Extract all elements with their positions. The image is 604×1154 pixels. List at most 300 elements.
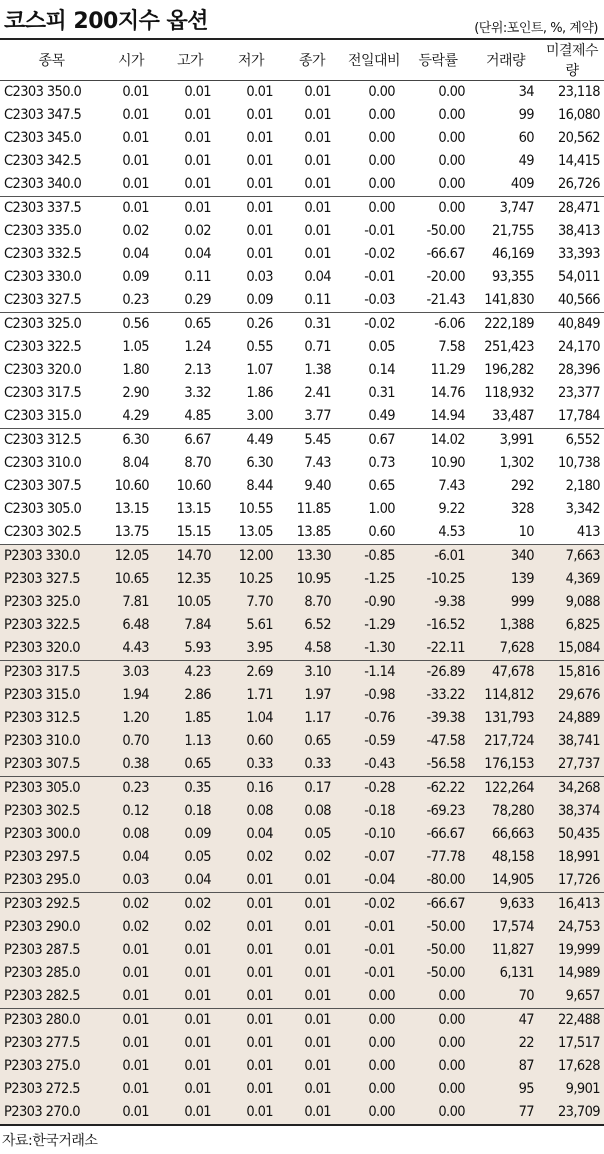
value-cell: 9,901: [540, 1078, 604, 1101]
value-cell: 0.00: [438, 130, 465, 146]
value-cell: 0.00: [405, 1032, 471, 1055]
option-code-cell: P2303 297.5: [0, 846, 103, 869]
value-cell: 1.85: [159, 707, 221, 730]
value-cell: 0.08: [281, 800, 343, 823]
value-cell: 2.41: [304, 385, 331, 401]
value-cell: 14.94: [430, 408, 465, 424]
value-cell: 0.01: [103, 1078, 159, 1101]
value-cell: 0.02: [122, 223, 149, 239]
value-cell: 2.69: [221, 661, 281, 685]
table-row: [0, 823, 604, 846]
value-cell: -0.01: [343, 962, 405, 985]
option-code-cell: P2303 325.0: [0, 591, 103, 614]
value-cell: 4.53: [438, 524, 465, 540]
value-cell: 0.01: [159, 1032, 221, 1055]
value-cell: 0.31: [281, 313, 343, 337]
value-cell: 0.01: [246, 107, 273, 123]
value-cell: 0.09: [122, 269, 149, 285]
value-cell: 0.01: [159, 962, 221, 985]
value-cell: 99: [518, 107, 534, 123]
value-cell: 28,471: [540, 197, 604, 221]
value-cell: -21.43: [426, 292, 465, 308]
value-cell: 0.23: [122, 292, 149, 308]
value-cell: 38,413: [557, 223, 600, 239]
option-code-cell: C2303 325.0: [0, 313, 103, 337]
value-cell: 0.49: [368, 408, 395, 424]
value-cell: 0.00: [438, 107, 465, 123]
value-cell: 16,413: [540, 893, 604, 917]
value-cell: 176,153: [471, 753, 540, 777]
value-cell: -6.06: [405, 313, 471, 337]
value-cell: 40,566: [557, 292, 600, 308]
value-cell: 6.30: [246, 455, 273, 471]
value-cell: 0.12: [103, 800, 159, 823]
value-cell: 6,131: [471, 962, 540, 985]
value-cell: -0.76: [343, 707, 405, 730]
value-cell: 7.81: [103, 591, 159, 614]
value-cell: 0.01: [103, 985, 159, 1009]
value-cell: 0.01: [184, 107, 211, 123]
column-header: 등락률: [405, 39, 471, 81]
value-cell: 0.00: [368, 107, 395, 123]
value-cell: 0.03: [246, 269, 273, 285]
value-cell: 222,189: [471, 313, 540, 337]
value-cell: 1.17: [281, 707, 343, 730]
value-cell: 0.01: [122, 176, 149, 192]
value-cell: 0.01: [159, 1055, 221, 1078]
value-cell: 60: [518, 130, 534, 146]
column-header: 종목: [0, 39, 103, 81]
value-cell: 0.00: [368, 176, 395, 192]
value-cell: 0.01: [159, 1009, 221, 1033]
option-code-cell: P2303 282.5: [0, 985, 103, 1009]
value-cell: -50.00: [405, 916, 471, 939]
value-cell: -0.85: [343, 545, 405, 569]
option-code-cell: P2303 320.0: [0, 637, 103, 661]
value-cell: 7,628: [471, 637, 540, 661]
option-code-cell: C2303 317.5: [4, 385, 82, 401]
value-cell: -0.18: [343, 800, 405, 823]
value-cell: 0.00: [343, 1055, 405, 1078]
value-cell: 0.04: [221, 823, 281, 846]
table-row: [0, 521, 604, 545]
value-cell: 4.58: [281, 637, 343, 661]
option-code-cell: P2303 317.5: [0, 661, 103, 685]
value-cell: 0.01: [281, 1055, 343, 1078]
option-code-cell: P2303 270.0: [0, 1101, 103, 1125]
value-cell: -0.01: [364, 269, 395, 285]
value-cell: 1,302: [499, 455, 534, 471]
table-row: [0, 220, 604, 243]
value-cell: 54,011: [557, 269, 600, 285]
value-cell: 17,628: [540, 1055, 604, 1078]
value-cell: 0.60: [221, 730, 281, 753]
value-cell: 0.17: [281, 777, 343, 801]
value-cell: -0.04: [343, 869, 405, 893]
value-cell: -16.52: [405, 614, 471, 637]
option-code-cell: P2303 330.0: [0, 545, 103, 569]
value-cell: 13.15: [176, 501, 211, 517]
value-cell: 4.23: [159, 661, 221, 685]
value-cell: 9.22: [438, 501, 465, 517]
value-cell: 0.01: [221, 1032, 281, 1055]
option-code-cell: P2303 310.0: [0, 730, 103, 753]
value-cell: 0.00: [368, 153, 395, 169]
table-row: [0, 266, 604, 289]
table-row: [0, 800, 604, 823]
value-cell: 24,889: [540, 707, 604, 730]
value-cell: -0.59: [343, 730, 405, 753]
table-row: [0, 568, 604, 591]
table-row: [0, 382, 604, 405]
value-cell: 19,999: [540, 939, 604, 962]
column-header: 미결제수량: [540, 39, 604, 81]
value-cell: 0.05: [368, 339, 395, 355]
value-cell: 0.01: [103, 962, 159, 985]
value-cell: 12.05: [103, 545, 159, 569]
value-cell: -1.29: [343, 614, 405, 637]
value-cell: 7.70: [221, 591, 281, 614]
value-cell: 0.11: [304, 292, 331, 308]
option-code-cell: P2303 290.0: [0, 916, 103, 939]
table-row: [0, 753, 604, 777]
option-code-cell: P2303 315.0: [0, 684, 103, 707]
table-row: [0, 1078, 604, 1101]
value-cell: 139: [471, 568, 540, 591]
value-cell: 95: [471, 1078, 540, 1101]
value-cell: 0.01: [159, 1078, 221, 1101]
value-cell: 10.25: [221, 568, 281, 591]
value-cell: 10.95: [281, 568, 343, 591]
table-row: [0, 1032, 604, 1055]
value-cell: 0.02: [184, 223, 211, 239]
value-cell: 14.02: [405, 429, 471, 453]
value-cell: 21,755: [491, 223, 534, 239]
table-row: [0, 475, 604, 498]
value-cell: -69.23: [405, 800, 471, 823]
table-row: [0, 336, 604, 359]
value-cell: 49: [518, 153, 534, 169]
value-cell: 6.67: [159, 429, 221, 453]
value-cell: 33,487: [491, 408, 534, 424]
value-cell: 0.02: [103, 893, 159, 917]
value-cell: 0.01: [281, 916, 343, 939]
value-cell: 0.31: [368, 385, 395, 401]
value-cell: -0.01: [364, 223, 395, 239]
option-code-cell: P2303 285.0: [0, 962, 103, 985]
value-cell: -56.58: [405, 753, 471, 777]
option-code-cell: C2303 322.5: [4, 339, 82, 355]
value-cell: 22,488: [540, 1009, 604, 1033]
value-cell: 196,282: [484, 362, 534, 378]
value-cell: -0.02: [364, 246, 395, 262]
value-cell: 5.61: [221, 614, 281, 637]
value-cell: 0.01: [281, 985, 343, 1009]
value-cell: 0.00: [343, 197, 405, 221]
value-cell: -47.58: [405, 730, 471, 753]
value-cell: 0.01: [246, 130, 273, 146]
value-cell: 409: [510, 176, 534, 192]
option-code-cell: C2303 337.5: [0, 197, 103, 221]
value-cell: 2.90: [122, 385, 149, 401]
value-cell: 1.24: [184, 339, 211, 355]
value-cell: 0.01: [221, 869, 281, 893]
value-cell: 1.04: [221, 707, 281, 730]
value-cell: 0.01: [246, 223, 273, 239]
value-cell: 14,415: [557, 153, 600, 169]
option-code-cell: P2303 302.5: [0, 800, 103, 823]
value-cell: -0.03: [364, 292, 395, 308]
table-row: [0, 173, 604, 197]
value-cell: 9.40: [304, 478, 331, 494]
value-cell: 27,737: [540, 753, 604, 777]
value-cell: -0.02: [343, 313, 405, 337]
option-code-cell: C2303 345.0: [4, 130, 82, 146]
value-cell: 0.01: [221, 962, 281, 985]
value-cell: 4.43: [103, 637, 159, 661]
value-cell: 0.00: [343, 1101, 405, 1125]
table-row: [0, 614, 604, 637]
value-cell: 0.09: [159, 823, 221, 846]
value-cell: 0.55: [246, 339, 273, 355]
value-cell: 47: [471, 1009, 540, 1033]
option-code-cell: C2303 342.5: [4, 153, 82, 169]
value-cell: 2.13: [184, 362, 211, 378]
table-row: [0, 1101, 604, 1125]
value-cell: 0.05: [159, 846, 221, 869]
table-row: [0, 359, 604, 382]
value-cell: 292: [510, 478, 534, 494]
value-cell: 0.73: [368, 455, 395, 471]
value-cell: -80.00: [405, 869, 471, 893]
value-cell: 13.05: [238, 524, 273, 540]
value-cell: 11,827: [471, 939, 540, 962]
table-row: [0, 777, 604, 801]
value-cell: 0.01: [159, 985, 221, 1009]
value-cell: 0.01: [221, 197, 281, 221]
value-cell: 3.95: [221, 637, 281, 661]
value-cell: 6.52: [281, 614, 343, 637]
value-cell: 0.38: [103, 753, 159, 777]
value-cell: -0.01: [343, 939, 405, 962]
table-row: [0, 846, 604, 869]
value-cell: 0.02: [281, 846, 343, 869]
option-code-cell: C2303 315.0: [4, 408, 82, 424]
value-cell: 17,726: [540, 869, 604, 893]
value-cell: 0.01: [281, 81, 343, 105]
value-cell: 5.45: [281, 429, 343, 453]
value-cell: -39.38: [405, 707, 471, 730]
table-header-row: [0, 39, 604, 81]
page-title: 코스피 200지수 옵션: [4, 9, 209, 34]
value-cell: 13.30: [281, 545, 343, 569]
value-cell: 1.13: [159, 730, 221, 753]
value-cell: 28,396: [557, 362, 600, 378]
header: [0, 0, 604, 38]
value-cell: 33,393: [557, 246, 600, 262]
option-code-cell: P2303 275.0: [0, 1055, 103, 1078]
value-cell: 1.05: [122, 339, 149, 355]
value-cell: 1.80: [122, 362, 149, 378]
value-cell: 0.00: [405, 1009, 471, 1033]
value-cell: 0.33: [281, 753, 343, 777]
value-cell: 0.01: [281, 1009, 343, 1033]
value-cell: 26,726: [557, 176, 600, 192]
table-row: [0, 150, 604, 173]
value-cell: 0.26: [221, 313, 281, 337]
table-row: [0, 684, 604, 707]
value-cell: 14.76: [430, 385, 465, 401]
value-cell: 3.32: [184, 385, 211, 401]
value-cell: 0.00: [343, 81, 405, 105]
value-cell: 0.01: [103, 1032, 159, 1055]
table-row: [0, 104, 604, 127]
option-code-cell: P2303 305.0: [0, 777, 103, 801]
value-cell: 0.01: [221, 1009, 281, 1033]
value-cell: -0.02: [343, 893, 405, 917]
option-code-cell: C2303 302.5: [4, 524, 82, 540]
value-cell: 15.15: [176, 524, 211, 540]
value-cell: 0.01: [221, 1055, 281, 1078]
value-cell: 8.04: [122, 455, 149, 471]
value-cell: 13.85: [296, 524, 331, 540]
table-row: [0, 869, 604, 893]
value-cell: 78,280: [471, 800, 540, 823]
value-cell: 9,657: [540, 985, 604, 1009]
value-cell: 0.01: [221, 893, 281, 917]
option-code-cell: P2303 322.5: [0, 614, 103, 637]
table-row: [0, 243, 604, 266]
value-cell: 0.65: [159, 753, 221, 777]
option-code-cell: P2303 287.5: [0, 939, 103, 962]
value-cell: 14,905: [471, 869, 540, 893]
value-cell: 7.58: [438, 339, 465, 355]
value-cell: 0.00: [405, 1101, 471, 1125]
value-cell: 0.01: [246, 176, 273, 192]
table-row: [0, 916, 604, 939]
value-cell: 0.65: [281, 730, 343, 753]
value-cell: 1.71: [221, 684, 281, 707]
value-cell: 7.43: [438, 478, 465, 494]
table-row: [0, 313, 604, 337]
table-row: [0, 405, 604, 429]
value-cell: 0.01: [159, 81, 221, 105]
value-cell: 0.01: [304, 107, 331, 123]
value-cell: 4,369: [540, 568, 604, 591]
value-cell: -50.00: [405, 939, 471, 962]
value-cell: 0.01: [304, 153, 331, 169]
value-cell: 10.05: [159, 591, 221, 614]
value-cell: 0.01: [221, 1078, 281, 1101]
value-cell: 0.35: [159, 777, 221, 801]
value-cell: 10,738: [557, 455, 600, 471]
value-cell: 3.03: [103, 661, 159, 685]
value-cell: 0.18: [159, 800, 221, 823]
value-cell: 17,574: [471, 916, 540, 939]
value-cell: 6,552: [540, 429, 604, 453]
table-row: [0, 81, 604, 105]
value-cell: 1.00: [368, 501, 395, 517]
value-cell: 0.01: [159, 197, 221, 221]
table-row: [0, 498, 604, 521]
value-cell: 13.15: [114, 501, 149, 517]
value-cell: 0.01: [281, 893, 343, 917]
option-code-cell: P2303 280.0: [0, 1009, 103, 1033]
value-cell: 0.00: [343, 1009, 405, 1033]
value-cell: 217,724: [471, 730, 540, 753]
value-cell: 66,663: [471, 823, 540, 846]
value-cell: 0.00: [405, 985, 471, 1009]
value-cell: -0.07: [343, 846, 405, 869]
value-cell: 38,374: [540, 800, 604, 823]
value-cell: 11.85: [296, 501, 331, 517]
value-cell: 0.04: [103, 846, 159, 869]
value-cell: 0.05: [281, 823, 343, 846]
value-cell: 0.14: [368, 362, 395, 378]
table-row: [0, 289, 604, 313]
value-cell: 24,170: [557, 339, 600, 355]
value-cell: -33.22: [405, 684, 471, 707]
option-code-cell: C2303 335.0: [4, 223, 82, 239]
value-cell: 0.23: [103, 777, 159, 801]
value-cell: 38,741: [540, 730, 604, 753]
value-cell: 87: [471, 1055, 540, 1078]
value-cell: 0.08: [103, 823, 159, 846]
value-cell: 0.01: [246, 153, 273, 169]
value-cell: 0.01: [246, 246, 273, 262]
value-cell: 12.35: [159, 568, 221, 591]
value-cell: 3,747: [471, 197, 540, 221]
value-cell: 2.86: [159, 684, 221, 707]
value-cell: 13.75: [114, 524, 149, 540]
table-row: [0, 939, 604, 962]
value-cell: -10.25: [405, 568, 471, 591]
value-cell: -20.00: [426, 269, 465, 285]
table-row: [0, 452, 604, 475]
value-cell: 4.29: [122, 408, 149, 424]
value-cell: -1.30: [343, 637, 405, 661]
value-cell: 10.55: [238, 501, 273, 517]
option-code-cell: P2303 312.5: [0, 707, 103, 730]
value-cell: 22: [471, 1032, 540, 1055]
value-cell: 131,793: [471, 707, 540, 730]
value-cell: 0.01: [103, 939, 159, 962]
value-cell: 0.01: [304, 176, 331, 192]
column-header: 저가: [221, 39, 281, 81]
value-cell: 0.00: [405, 81, 471, 105]
option-code-cell: C2303 340.0: [4, 176, 82, 192]
value-cell: -0.28: [343, 777, 405, 801]
table-row: [0, 637, 604, 661]
value-cell: 10: [518, 524, 534, 540]
value-cell: -9.38: [405, 591, 471, 614]
value-cell: 29,676: [540, 684, 604, 707]
value-cell: 0.00: [438, 153, 465, 169]
option-code-cell: C2303 312.5: [0, 429, 103, 453]
value-cell: -66.67: [426, 246, 465, 262]
source-note: 자료:한국거래소: [2, 1133, 98, 1149]
table-row: [0, 893, 604, 917]
value-cell: -0.01: [343, 916, 405, 939]
option-code-cell: P2303 295.0: [0, 869, 103, 893]
value-cell: 0.01: [103, 197, 159, 221]
value-cell: 7,663: [540, 545, 604, 569]
value-cell: 0.67: [343, 429, 405, 453]
column-header: 거래량: [471, 39, 540, 81]
value-cell: 0.16: [221, 777, 281, 801]
table-row: [0, 962, 604, 985]
option-code-cell: C2303 327.5: [4, 292, 82, 308]
